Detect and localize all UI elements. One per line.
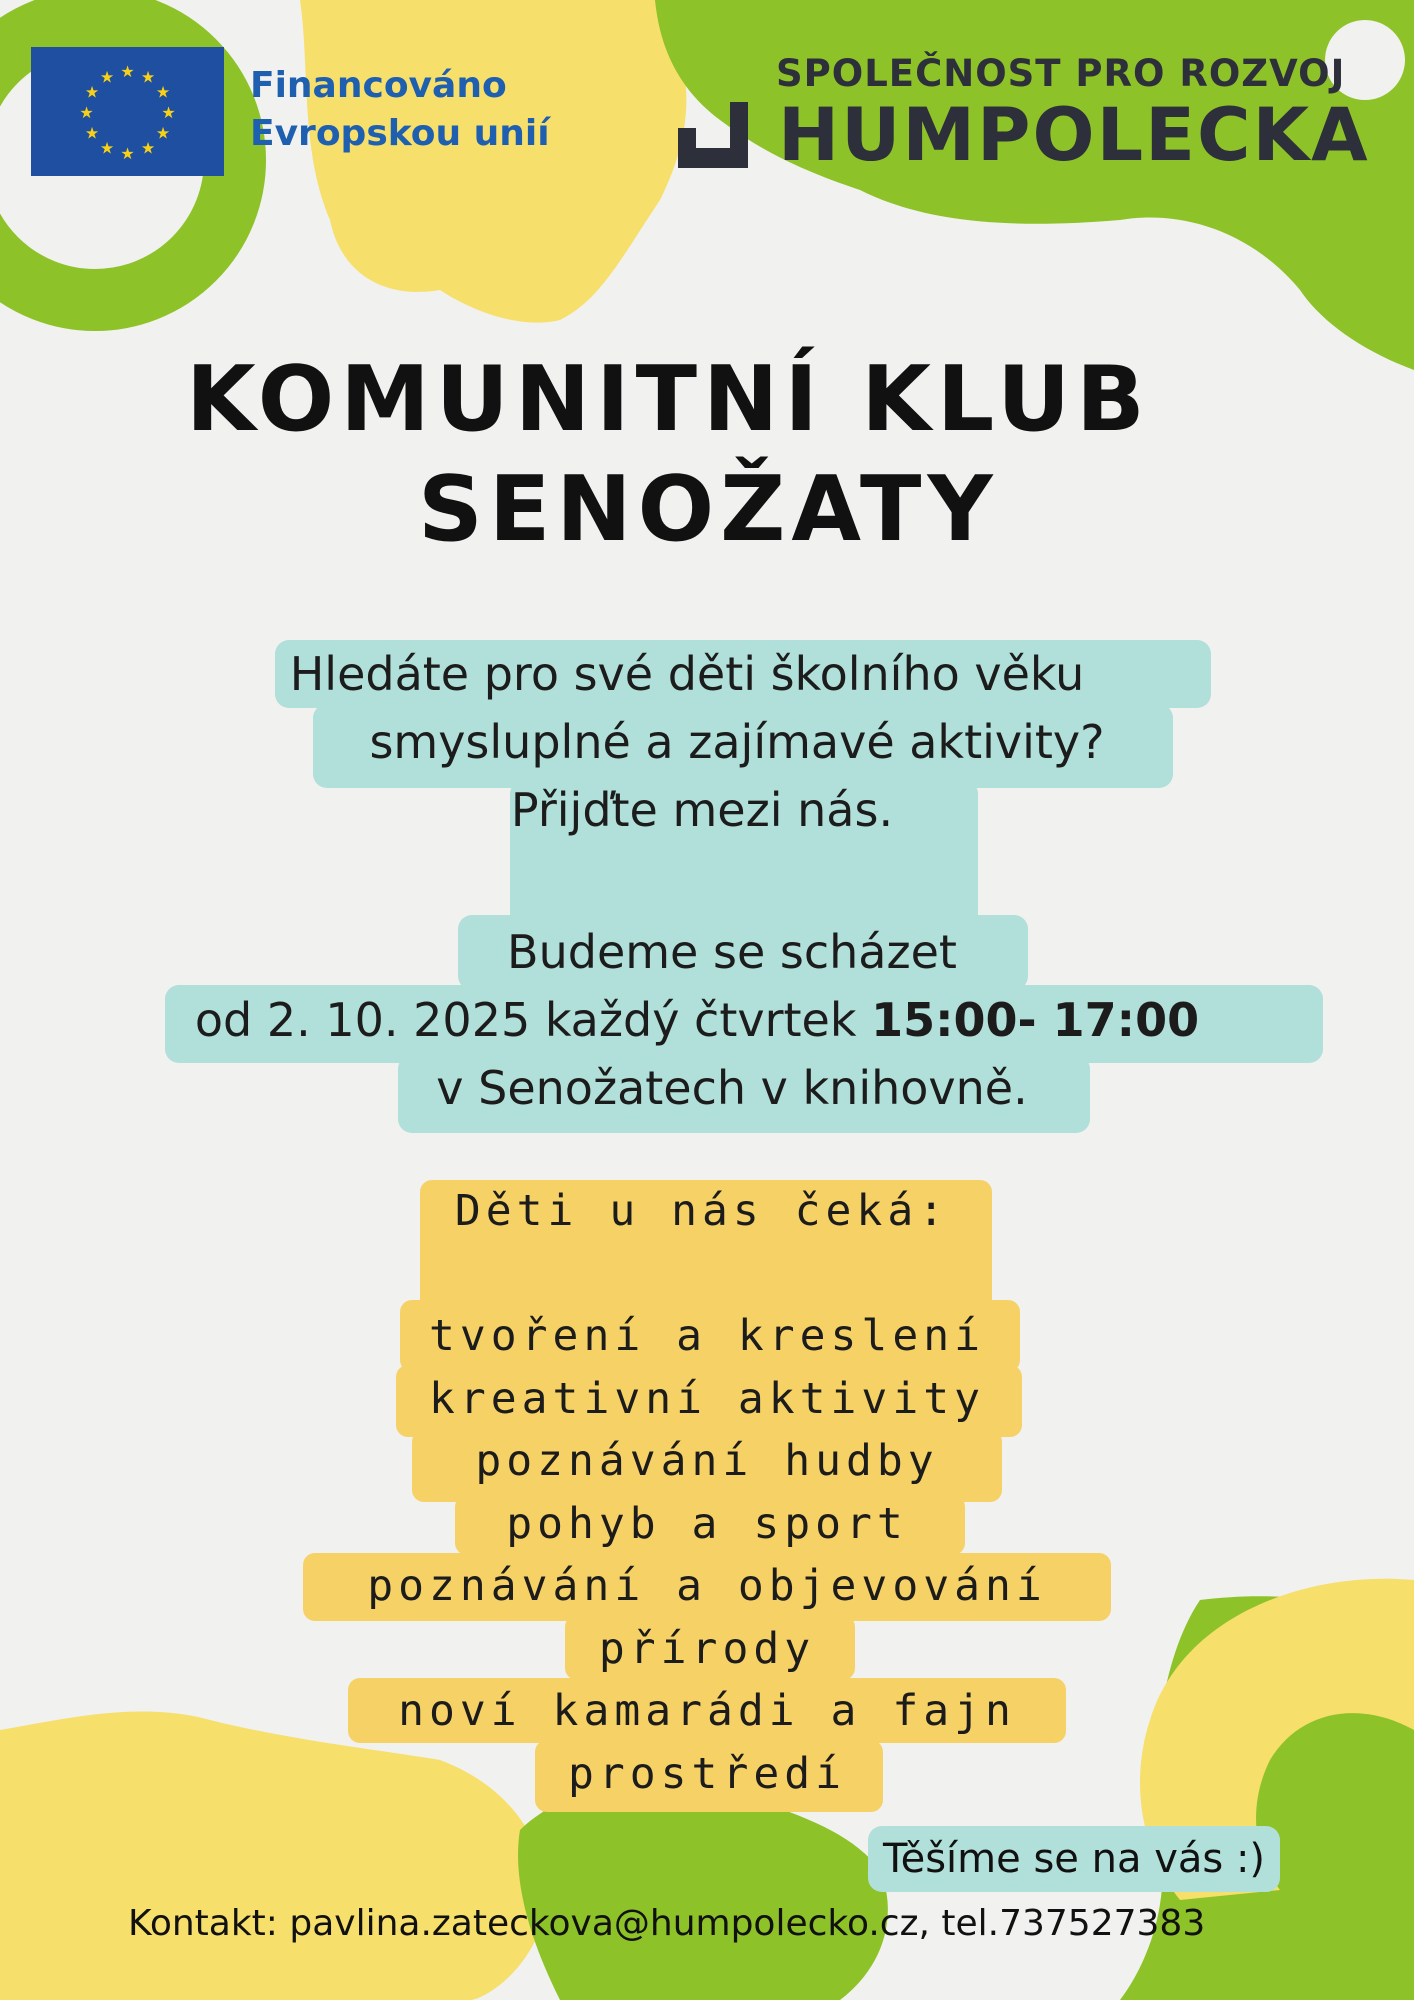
eu-funding-line2: Evropskou unií: [250, 113, 550, 154]
svg-text:★: ★: [99, 138, 115, 158]
svg-text:★: ★: [79, 103, 94, 122]
svg-text:★: ★: [99, 67, 115, 87]
activity-item: přírody: [598, 1623, 816, 1674]
activity-item: kreativní aktivity: [429, 1373, 985, 1424]
svg-text:★: ★: [155, 82, 171, 102]
schedule-date: od 2. 10. 2025 každý čtvrtek: [194, 993, 872, 1047]
schedule-line1: Budeme se scházet: [507, 925, 957, 979]
title-line2: SENOŽATY: [418, 457, 999, 562]
closing-message: Těšíme se na vás :): [868, 1826, 1280, 1892]
svg-text:★: ★: [161, 103, 176, 122]
intro-line3: Přijďte mezi nás.: [510, 783, 894, 837]
page-title: [0, 345, 1414, 565]
intro-text: [0, 640, 1414, 844]
svg-text:★: ★: [140, 67, 156, 87]
org-name: HUMPOLECKA: [778, 93, 1370, 178]
eu-funding-line1: Financováno: [250, 65, 507, 106]
schedule-text: [0, 918, 1414, 1122]
activity-item: poznávání a objevování: [367, 1561, 1047, 1611]
activity-item: tvoření a kreslení: [429, 1311, 985, 1361]
activity-item: poznávání hudby: [475, 1436, 939, 1486]
contact-info: Kontakt: pavlina.zateckova@humpolecko.cz, tel.737527383: [128, 1903, 1206, 1944]
title-line1: KOMUNITNÍ KLUB: [186, 347, 1151, 452]
schedule-time: 15:00- 17:00: [871, 993, 1200, 1047]
schedule-line3: v Senožatech v knihovně.: [436, 1061, 1028, 1115]
activities-list: [0, 1180, 1414, 1805]
org-subtitle: SPOLEČNOST PRO ROZVOJ: [776, 52, 1346, 95]
svg-text:★: ★: [120, 144, 135, 163]
activities-heading: Děti u nás čeká:: [454, 1186, 950, 1236]
green-shape-bottom: [518, 1782, 888, 2000]
eu-flag-icon: [31, 47, 224, 176]
eu-funding-label: [250, 62, 550, 158]
activity-item: noví kamarádi a fajn: [398, 1686, 1016, 1736]
svg-text:★: ★: [84, 82, 100, 102]
humpolecka-logo-icon: [678, 102, 748, 168]
schedule-line2: [0, 986, 1414, 1054]
intro-line2: smysluplné a zajímavé aktivity?: [369, 715, 1105, 769]
svg-text:★: ★: [120, 62, 135, 81]
spacer: [0, 1243, 1414, 1306]
svg-text:★: ★: [84, 123, 100, 143]
intro-line1: Hledáte pro své děti školního věku: [289, 647, 1085, 701]
yellow-shape-top: [300, 0, 686, 323]
activity-item: pohyb a sport: [506, 1498, 908, 1549]
svg-text:★: ★: [140, 138, 156, 158]
activity-item: prostředí: [568, 1748, 846, 1799]
svg-text:★: ★: [155, 123, 171, 143]
